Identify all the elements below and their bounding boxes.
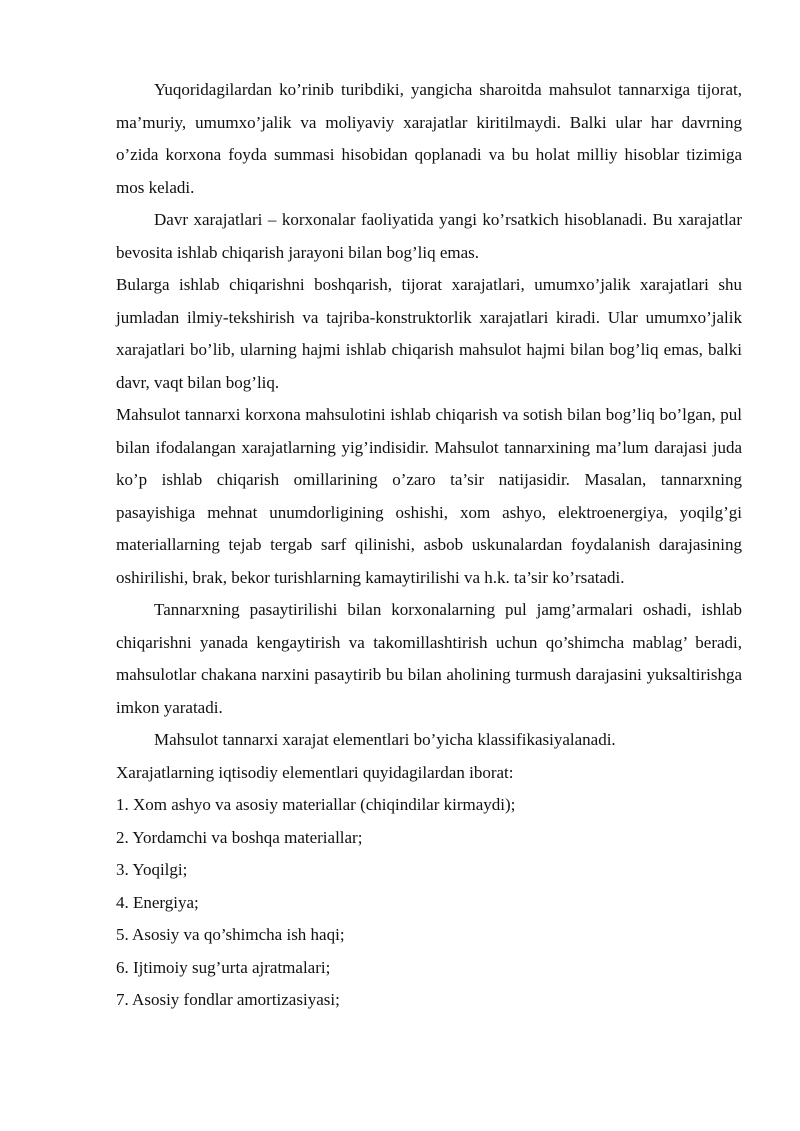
paragraph-cost-definition: Mahsulot tannarxi korxona mahsulotini ishlab chiqarish va sotish bilan bog’liq bo’lgan, pul bilan ifodalangan xarajatlarning yig’indisidir. Mahsulot tannarxining ma’lum darajasi juda ko’p ishlab chiqarish omillarining o’zaro ta’sir natijasidir. Masalan, tannarxning pasayishiga mehnat unumdorligining oshishi, xom ashyo, elektroenergiya, yoqilg’gi materiallarning tejab tergab sarf qilinishi, asbob uskunalardan foydalanish darajasining oshirilishi, brak, bekor turishlarning kamaytirilishi va h.k. ta’sir ko’rsatadi. [116, 405, 742, 587]
list-item: 4. Energiya; [116, 892, 199, 912]
list-item: 2. Yordamchi va boshqa materiallar; [116, 827, 363, 847]
paragraph-period-expense-types: Bularga ishlab chiqarishni boshqarish, tijorat xarajatlari, umumxo’jalik xarajatlari shu jumladan ilmiy-tekshirish va tajriba-konstruktorlik xarajatlari kiradi. Ular umumxo’jalik xarajatlari bo’lib, ularning hajmi ishlab chiqarish mahsulot hajmi bilan bog’liq emas, balki davr, vaqt bilan bog’liq. [116, 275, 742, 392]
paragraph-economic-elements-intro: Xarajatlarning iqtisodiy elementlari quyidagilardan iborat: [116, 762, 514, 782]
paragraph-period-expenses: Davr xarajatlari – korxonalar faoliyatida yangi ko’rsatkich hisoblanadi. Bu xarajatlar bevosita ishlab chiqarish jarayoni bilan bog’liq emas. [116, 210, 742, 262]
list-item: 1. Xom ashyo va asosiy materiallar (chiqindilar kirmaydi); [116, 795, 516, 814]
document-page [116, 74, 742, 1017]
paragraph-cost-classification: Mahsulot tannarxi xarajat elementlari bo’yicha klassifikasiyalanadi. [154, 730, 616, 749]
list-item: 6. Ijtimoiy sug’urta ajratmalari; [116, 957, 331, 977]
paragraph-cost-exclusions: Yuqoridagilardan ko’rinib turibdiki, yangicha sharoitda mahsulot tannarxiga tijorat, ma’muriy, umumxo’jalik va moliyaviy xarajatlar kiritilmaydi. Balki ular har davrning o’zida korxona foyda summasi hisobidan qoplanadi va bu holat milliy hisoblar tizimiga mos keladi. [116, 80, 742, 197]
paragraph-cost-reduction: Tannarxning pasaytirilishi bilan korxonalarning pul jamg’armalari oshadi, ishlab chiqarishni yanada kengaytirish va takomillashtirish uchun qo’shimcha mablag’ beradi, mahsulotlar chakana narxini pasaytirib bu bilan aholining turmush darajasini yuksaltirishga imkon yaratadi. [116, 600, 742, 717]
economic-elements-list [116, 789, 742, 1017]
list-item: 5. Asosiy va qo’shimcha ish haqi; [116, 925, 345, 944]
list-item: 7. Asosiy fondlar amortizasiyasi; [116, 990, 340, 1009]
list-item: 3. Yoqilgi; [116, 860, 188, 879]
